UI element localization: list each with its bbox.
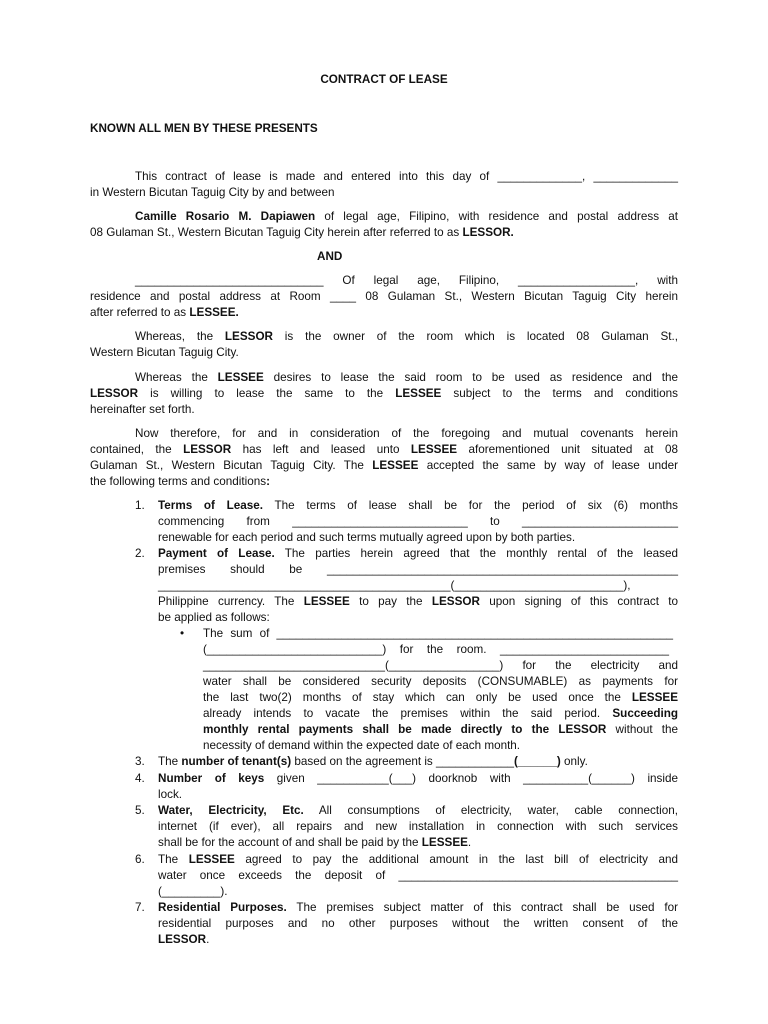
item-2-text: The parties herein agreed that the monthly rental of the leased <box>274 547 678 560</box>
lessee-line-3-text: after referred to as <box>90 306 190 319</box>
now-text-c: aforementioned unit situated at 08 <box>457 443 679 456</box>
now-lessee: LESSEE <box>410 443 458 456</box>
item-7-lessor: LESSOR <box>158 933 207 946</box>
item-2-lessee: LESSEE <box>303 595 350 608</box>
item-7-line-2: residential purposes and no other purposes without the written consent of the <box>158 917 678 930</box>
bullet-line-7 <box>203 722 678 738</box>
item-4-number: 4. <box>135 772 145 785</box>
whereas2-lessee-2: LESSEE <box>395 387 442 400</box>
item-1-text: The terms of lease shall be for the period of six (6) months <box>263 499 678 512</box>
item-2-heading: Payment of Lease. <box>158 547 275 560</box>
now-lessor: LESSOR <box>183 443 232 456</box>
whereas2-text-b: desires to lease the said room to be used as residence and the <box>263 371 678 384</box>
now-line-4 <box>90 474 270 490</box>
now-colon: : <box>266 475 270 488</box>
bullet-text-a: the last two(2) months of stay which can only be used once the <box>203 691 632 704</box>
now-text-e: accepted the same by way of lease under <box>418 459 679 472</box>
item-2-line-2: premises should be ______________________________________________________ <box>158 563 678 576</box>
item-3-text-a: The <box>158 755 182 768</box>
bullet-line-2: (___________________________) for the room. __________________________ <box>203 643 669 656</box>
item-4-line-2: lock. <box>158 788 183 801</box>
now-line-2 <box>90 442 678 458</box>
whereas2-line-1 <box>135 370 678 386</box>
item-5-period: . <box>467 836 472 849</box>
lessor-line-2 <box>90 225 514 241</box>
item-4-heading: Number of keys <box>158 772 265 785</box>
whereas2-text-c: is willing to lease the same to the <box>138 387 396 400</box>
item-3-number: 3. <box>135 755 145 768</box>
bullet-line-5 <box>203 690 678 706</box>
item-7-number: 7. <box>135 901 145 914</box>
item-2-line-3: _____________________________________________(__________________________), <box>158 579 631 592</box>
item-4-line-1 <box>158 771 678 787</box>
lessor-line-1-text: of legal age, Filipino, with residence and postal address at <box>315 210 678 223</box>
item-6-line-2: water once exceeds the deposit of ___________________________________________ <box>158 869 678 882</box>
item-7-line-1 <box>158 900 678 916</box>
item-1-line-3: renewable for each period and such terms mutually agreed upon by both parties. <box>158 531 576 544</box>
bullet-line-8: necessity of demand within the expected date of each month. <box>203 739 521 752</box>
whereas2-line-3: hereinafter set forth. <box>90 403 195 416</box>
item-2-line-1 <box>158 546 678 562</box>
now-line-3 <box>90 458 678 474</box>
bullet-point-icon: • <box>180 627 185 640</box>
item-5-number: 5. <box>135 804 145 817</box>
whereas1-line-1 <box>135 329 678 345</box>
item-5-text: All consumptions of electricity, water, cable connection, <box>303 804 678 817</box>
item-5-line-3 <box>158 835 471 851</box>
bullet-lessee: LESSEE <box>631 691 678 704</box>
lessee-line-2: residence and postal address at Room ____ 08 Gulaman St., Western Bicutan Taguig City herein <box>90 290 678 303</box>
whereas2-lessor: LESSOR <box>90 387 139 400</box>
item-7-period: . <box>206 933 210 946</box>
lessor-line-2-text: 08 Gulaman St., Western Bicutan Taguig City herein after referred to as <box>90 226 463 239</box>
lessee-line-3 <box>90 305 239 321</box>
item-3-text-c: only. <box>560 755 588 768</box>
item-1-line-2: commencing from ___________________________ to ________________________ <box>158 515 678 528</box>
whereas2-text-d: subject to the terms and conditions <box>441 387 678 400</box>
lessor-line-1 <box>135 209 678 225</box>
lessee-line-1: _____________________________ Of legal age, Filipino, __________________, with <box>135 274 678 287</box>
bullet-line-3: ____________________________(_________________) for the electricity and <box>203 659 678 672</box>
item-2-text-b: to pay the <box>349 595 432 608</box>
item-5-lessee: LESSEE <box>421 836 468 849</box>
item-5-line-2: internet (if ever), all repairs and new installation in connection with such services <box>158 820 678 833</box>
whereas1-text-b: is the owner of the room which is located 08 Gulaman St., <box>272 330 678 343</box>
item-7-line-3 <box>158 932 209 948</box>
item-6-line-3: (_________). <box>158 885 228 898</box>
whereas2-lessee: LESSEE <box>217 371 264 384</box>
item-1-heading: Terms of Lease. <box>158 499 264 512</box>
bullet-text-b: already intends to vacate the premises within the said period. <box>203 707 613 720</box>
item-3-text-b: based on the agreement is ____________ <box>291 755 515 768</box>
now-line-1: Now therefore, for and in consideration of the foregoing and mutual covenants herein <box>135 427 678 440</box>
now-text-a: contained, the <box>90 443 184 456</box>
document-title: CONTRACT OF LEASE <box>320 73 448 86</box>
item-4-text: given ___________(___) doorknob with __________(______) inside <box>264 772 678 785</box>
lessee-label: LESSEE. <box>189 306 239 319</box>
item-3-line-1 <box>158 754 588 770</box>
p1-line-1: This contract of lease is made and entered into this day of _____________, _____________ <box>135 170 678 183</box>
item-5-line-1 <box>158 803 678 819</box>
item-2-text-a: Philippine currency. The <box>158 595 304 608</box>
item-1-line-1 <box>158 498 678 514</box>
bullet-line-1: The sum of _____________________________________________________________ <box>203 627 673 640</box>
item-6-text-b: agreed to pay the additional amount in the last bill of electricity and <box>234 853 678 866</box>
whereas1-text-a: Whereas, the <box>135 330 225 343</box>
bullet-monthly-rental: monthly rental payments shall be made directly to the LESSOR <box>203 723 607 736</box>
p1-line-2: in Western Bicutan Taguig City by and between <box>90 186 335 199</box>
item-5-text-b: shall be for the account of and shall be paid by the <box>158 836 422 849</box>
item-2-text-c: upon signing of this contract to <box>479 595 679 608</box>
and-separator: AND <box>317 250 343 263</box>
item-6-number: 6. <box>135 853 145 866</box>
item-2-number: 2. <box>135 547 145 560</box>
lessor-label: LESSOR. <box>462 226 514 239</box>
item-7-text: The premises subject matter of this contract shall be used for <box>286 901 679 914</box>
now-lessee-2: LESSEE <box>372 459 419 472</box>
item-6-text-a: The <box>158 853 189 866</box>
item-1-number: 1. <box>135 499 145 512</box>
whereas1-line-2: Western Bicutan Taguig City. <box>90 346 239 359</box>
item-6-lessee: LESSEE <box>188 853 235 866</box>
item-2-line-4 <box>158 594 678 610</box>
lessor-name: Camille Rosario M. Dapiawen <box>135 210 316 223</box>
item-3-heading: number of tenant(s) <box>181 755 292 768</box>
item-5-heading: Water, Electricity, Etc. <box>158 804 304 817</box>
item-2-lessor: LESSOR <box>431 595 480 608</box>
item-6-line-1 <box>158 852 678 868</box>
bullet-text-c: without the <box>606 723 678 736</box>
now-text-b: has left and leased unto <box>231 443 411 456</box>
now-text-f: the following terms and conditions <box>90 475 267 488</box>
bullet-line-4: water shall be considered security deposits (CONSUMABLE) as payments for <box>203 675 678 688</box>
bullet-succeeding: Succeeding <box>612 707 678 720</box>
bullet-line-6 <box>203 706 678 722</box>
item-3-count-blank: (______) <box>514 755 561 768</box>
whereas2-line-2 <box>90 386 678 402</box>
item-7-heading: Residential Purposes. <box>158 901 287 914</box>
whereas2-text-a: Whereas the <box>135 371 218 384</box>
now-text-d: Gulaman St., Western Bicutan Taguig City. The <box>90 459 373 472</box>
item-2-line-5: be applied as follows: <box>158 611 270 624</box>
whereas1-lessor: LESSOR <box>224 330 273 343</box>
opening-line: KNOWN ALL MEN BY THESE PRESENTS <box>90 122 318 135</box>
